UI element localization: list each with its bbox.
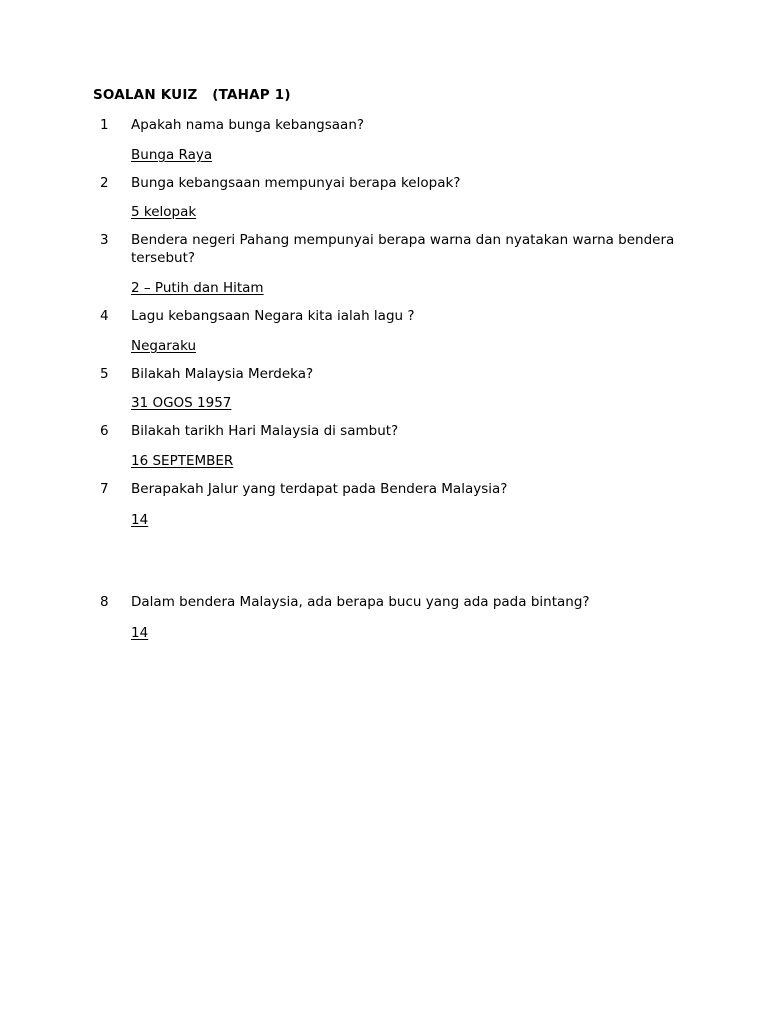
question-answer: 16 SEPTEMBER [131,453,234,469]
question-number: 7 [100,481,109,497]
question-answer: 5 kelopak [131,204,197,220]
question-text: Dalam bendera Malaysia, ada berapa bucu yang ada pada bintang? [131,594,590,610]
question-answer: 2 – Putih dan Hitam [131,280,264,296]
question-text: Lagu kebangsaan Negara kita ialah lagu ? [131,308,415,324]
question-answer: 31 OGOS 1957 [131,395,232,411]
question-number: 2 [100,175,109,191]
question-number: 6 [100,423,109,439]
question-answer: Negaraku [131,338,197,354]
question-number: 3 [100,232,109,248]
question-number: 1 [100,117,109,133]
question-number: 8 [100,594,109,610]
document-title: SOALAN KUIZ (TAHAP 1) [93,87,291,103]
question-text: Bunga kebangsaan mempunyai berapa kelopak? [131,175,461,191]
question-answer: 14 [131,512,149,528]
question-answer: Bunga Raya [131,147,213,163]
question-text: Bilakah Malaysia Merdeka? [131,366,314,382]
question-text: Bilakah tarikh Hari Malaysia di sambut? [131,423,399,439]
question-number: 4 [100,308,109,324]
question-text: Berapakah Jalur yang terdapat pada Bendera Malaysia? [131,481,508,497]
question-text: Bendera negeri Pahang mempunyai berapa warna dan nyatakan warna bendera tersebut? [131,232,675,266]
question-number: 5 [100,366,109,382]
question-answer: 14 [131,625,149,641]
question-text: Apakah nama bunga kebangsaan? [131,117,365,133]
